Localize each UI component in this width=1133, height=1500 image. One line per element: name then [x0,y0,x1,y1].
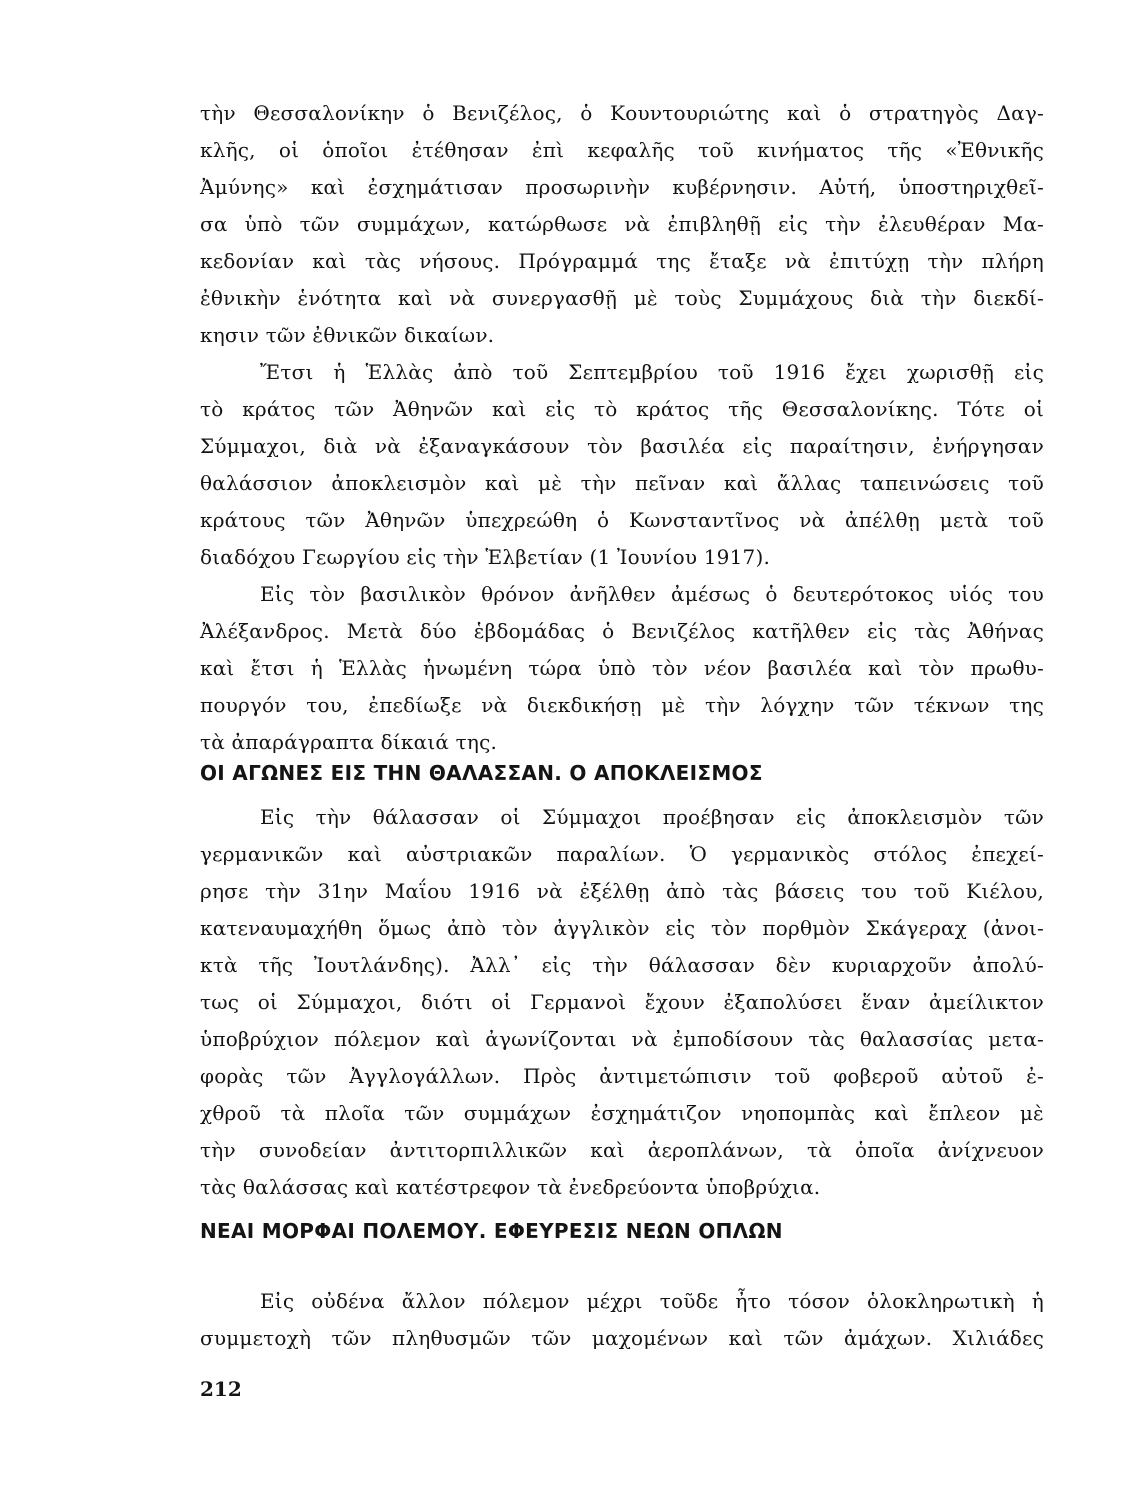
text-line: κατεναυμαχήθη ὅμως ἀπὸ τὸν ἀγγλικὸν εἰς τὸν πορθμὸν Σκάγεραχ (ἀνοι- [200,916,1044,940]
text-line: σα ὑπὸ τῶν συμμάχων, κατώρθωσε νὰ ἐπιβληθῇ εἰς τὴν ἐλευθέραν Μα- [200,212,1044,236]
text-line: Ἔτσι ἡ Ἑλλὰς ἀπὸ τοῦ Σεπτεμβρίου τοῦ 1916 ἔχει χωρισθῇ εἰς [260,360,1044,384]
text-line: γερμανικῶν καὶ αὐστριακῶν παραλίων. Ὁ γερμανικὸς στόλος ἐπεχεί- [200,842,1044,866]
text-line: Ἀλέξανδρος. Μετὰ δύο ἑβδομάδας ὁ Βενιζέλος κατῆλθεν εἰς τὰς Ἀθήνας [200,619,1044,643]
text-line: συμμετοχὴ τῶν πληθυσμῶν τῶν μαχομένων καὶ τῶν ἀμάχων. Χιλιάδες [200,1326,1044,1350]
text-line: φορὰς τῶν Ἀγγλογάλλων. Πρὸς ἀντιμετώπισιν τοῦ φοβεροῦ αὐτοῦ ἐ- [200,1064,1044,1088]
text-line: ρησε τὴν 31ην Μαΐου 1916 νὰ ἐξέλθῃ ἀπὸ τὰς βάσεις του τοῦ Κιέλου, [200,879,1044,903]
text-line: Εἰς τὴν θάλασσαν οἱ Σύμμαχοι προέβησαν εἰς ἀποκλεισμὸν τῶν [260,805,1044,829]
text-line: κλῆς, οἱ ὁποῖοι ἐτέθησαν ἐπὶ κεφαλῆς τοῦ κινήματος τῆς «Ἐθνικῆς [200,138,1044,162]
text-line: Σύμμαχοι, διὰ νὰ ἐξαναγκάσουν τὸν βασιλέα εἰς παραίτησιν, ἐνήργησαν [200,434,1044,458]
body-text-block-3 [200,1283,1044,1357]
body-text-block-1 [200,95,1044,761]
section-heading-sea-battles: ΟΙ ΑΓΩΝΕΣ ΕΙΣ ΤΗΝ ΘΑΛΑΣΣΑΝ. Ο ΑΠΟΚΛΕΙΣΜΟΣ [200,761,763,785]
text-line: καὶ ἔτσι ἡ Ἑλλὰς ἡνωμένη τώρα ὑπὸ τὸν νέον βασιλέα καὶ τὸν πρωθυ- [200,656,1044,680]
text-line: τὰς θαλάσσας καὶ κατέστρεφον τὰ ἐνεδρεύοντα ὑποβρύχια. [200,1175,821,1199]
text-line: ὑποβρύχιον πόλεμον καὶ ἀγωνίζονται νὰ ἐμποδίσουν τὰς θαλασσίας μετα- [200,1027,1044,1051]
page-number: 212 [200,1377,242,1401]
text-line: κεδονίαν καὶ τὰς νήσους. Πρόγραμμά της ἔταξε νὰ ἐπιτύχῃ τὴν πλήρη [200,249,1044,273]
text-line: τὸ κράτος τῶν Ἀθηνῶν καὶ εἰς τὸ κράτος τῆς Θεσσαλονίκης. Τότε οἱ [200,397,1044,421]
text-line: τὴν Θεσσαλονίκην ὁ Βενιζέλος, ὁ Κουντουριώτης καὶ ὁ στρατηγὸς Δαγ- [200,101,1044,125]
text-line: τὰ ἀπαράγραπτα δίκαιά της. [200,730,498,754]
text-line: πουργόν του, ἐπεδίωξε νὰ διεκδικήσῃ μὲ τὴν λόγχην τῶν τέκνων της [200,693,1044,717]
text-line: θαλάσσιον ἀποκλεισμὸν καὶ μὲ τὴν πεῖναν καὶ ἄλλας ταπεινώσεις τοῦ [200,471,1044,495]
text-line: διαδόχου Γεωργίου εἰς τὴν Ἑλβετίαν (1 Ἰουνίου 1917). [200,545,770,569]
text-line: τὴν συνοδείαν ἀντιτορπιλλικῶν καὶ ἀεροπλάνων, τὰ ὁποῖα ἀνίχνευον [200,1138,1044,1162]
text-line: Ἀμύνης» καὶ ἐσχημάτισαν προσωρινὴν κυβέρνησιν. Αὐτή, ὑποστηριχθεῖ- [200,175,1044,199]
text-line: Εἰς τὸν βασιλικὸν θρόνον ἀνῆλθεν ἀμέσως ὁ δευτερότοκος υἱός του [260,582,1044,606]
text-line: τως οἱ Σύμμαχοι, διότι οἱ Γερμανοὶ ἔχουν ἐξαπολύσει ἕναν ἀμείλικτον [200,990,1044,1014]
text-line: κησιν τῶν ἐθνικῶν δικαίων. [200,323,495,347]
text-line: Εἰς οὐδένα ἄλλον πόλεμον μέχρι τοῦδε ἦτο τόσον ὁλοκληρωτικὴ ἡ [260,1289,1044,1313]
text-line: ἐθνικὴν ἑνότητα καὶ νὰ συνεργασθῇ μὲ τοὺς Συμμάχους διὰ τὴν διεκδί- [200,286,1044,310]
text-line: χθροῦ τὰ πλοῖα τῶν συμμάχων ἐσχημάτιζον νηοπομπὰς καὶ ἔπλεον μὲ [200,1101,1044,1125]
text-line: κράτους τῶν Ἀθηνῶν ὑπεχρεώθη ὁ Κωνσταντῖνος νὰ ἀπέλθῃ μετὰ τοῦ [200,508,1044,532]
body-text-block-2 [200,799,1044,1206]
text-line: κτὰ τῆς Ἰουτλάνδης). Ἀλλ᾽ εἰς τὴν θάλασσαν δὲν κυριαρχοῦν ἀπολύ- [200,953,1044,977]
section-heading-new-warfare: ΝΕΑΙ ΜΟΡΦΑΙ ΠΟΛΕΜΟΥ. ΕΦΕΥΡΕΣΙΣ ΝΕΩΝ ΟΠΛΩΝ [200,1219,783,1243]
